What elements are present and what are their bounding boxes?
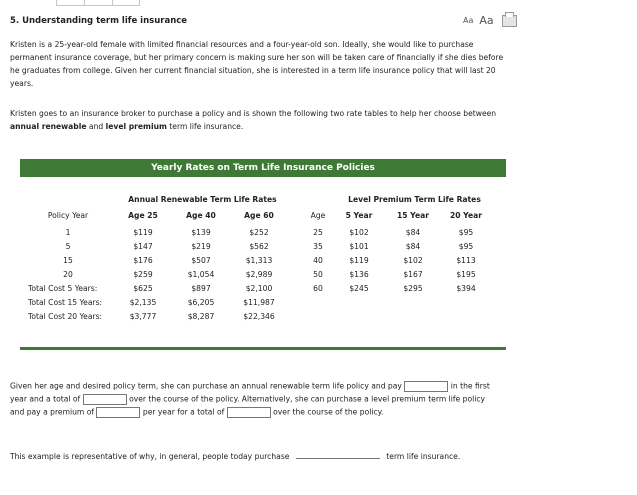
col-20-year: 20 Year bbox=[449, 211, 483, 220]
font-tools bbox=[463, 14, 517, 27]
table-title-banner: Yearly Rates on Term Life Insurance Policies bbox=[20, 159, 506, 177]
table-cell: $394 bbox=[456, 284, 476, 293]
table-row-year: 1 bbox=[65, 228, 71, 237]
col-age-60: Age 60 bbox=[244, 211, 274, 220]
table-cell: $252 bbox=[249, 228, 269, 237]
annual-renewable-term: annual renewable bbox=[10, 122, 87, 131]
level-row-age: 40 bbox=[313, 256, 323, 265]
col-15-year: 15 Year bbox=[396, 211, 430, 220]
table-cell: $147 bbox=[133, 242, 153, 251]
table-cell: $625 bbox=[133, 284, 153, 293]
font-larger-button[interactable]: Aa bbox=[479, 14, 494, 27]
table-cell: $259 bbox=[133, 270, 153, 279]
annual-group-header: Annual Renewable Term Life Rates bbox=[128, 195, 277, 204]
level-row-age: 50 bbox=[313, 270, 323, 279]
insurance-type-dropdown[interactable] bbox=[296, 450, 380, 459]
font-smaller-button[interactable]: Aa bbox=[463, 16, 474, 25]
table-cell: $101 bbox=[349, 242, 369, 251]
top-tab-1 bbox=[56, 0, 86, 6]
table-cell: $245 bbox=[349, 284, 369, 293]
table-cell: $102 bbox=[403, 256, 423, 265]
table-cell: $176 bbox=[133, 256, 153, 265]
table-cell: $11,987 bbox=[243, 298, 275, 307]
intro-paragraph: Kristen is a 25-year-old female with limited financial resources and a four-year-old son. Ideally, she would like to purchase permanent insurance coverage, but her primary concern is making sure her son will be taken care of financially if she dies before he graduates from college. Given her current financial situation, she is interested in a term life insurance policy that will last 20 years. bbox=[10, 40, 504, 88]
top-tab-2 bbox=[84, 0, 114, 6]
table-row-year: 5 bbox=[65, 242, 71, 251]
table-cell: $219 bbox=[191, 242, 211, 251]
table-cell: $1,054 bbox=[187, 270, 215, 279]
fill-line-2: year and a total of over the course of the policy. Alternatively, she can purchase a level premium term life policy bbox=[10, 394, 485, 404]
table-cell: $8,287 bbox=[187, 312, 215, 321]
table-cell: $6,205 bbox=[187, 298, 215, 307]
table-cell: $195 bbox=[456, 270, 476, 279]
fill-line-3: and pay a premium of per year for a total of over the course of the policy. bbox=[10, 407, 384, 417]
col-age-25: Age 25 bbox=[128, 211, 158, 220]
table-cell: $136 bbox=[349, 270, 369, 279]
question-title: 5. Understanding term life insurance bbox=[10, 16, 188, 26]
print-icon[interactable] bbox=[502, 15, 517, 27]
table-cell: $167 bbox=[403, 270, 423, 279]
level-total-cost-input[interactable] bbox=[227, 407, 271, 418]
total-cost-5-label: Total Cost 5 Years: bbox=[28, 284, 98, 293]
table-cell: $2,135 bbox=[129, 298, 157, 307]
table-cell: $102 bbox=[349, 228, 369, 237]
policy-year-header: Policy Year bbox=[47, 211, 89, 220]
col-age-label: Age bbox=[310, 211, 326, 220]
fill-line-1: Given her age and desired policy term, she can purchase an annual renewable term life policy and pay in the first bbox=[10, 381, 490, 391]
level-row-age: 25 bbox=[313, 228, 323, 237]
table-cell: $95 bbox=[458, 228, 474, 237]
table-cell: $3,777 bbox=[129, 312, 157, 321]
first-year-premium-input[interactable] bbox=[404, 381, 448, 392]
total-cost-20-label: Total Cost 20 Years: bbox=[28, 312, 103, 321]
level-premium-input[interactable] bbox=[96, 407, 140, 418]
table-cell: $1,313 bbox=[245, 256, 273, 265]
table-cell: $2,100 bbox=[245, 284, 273, 293]
table-cell: $295 bbox=[403, 284, 423, 293]
table-cell: $113 bbox=[456, 256, 476, 265]
final-sentence: This example is representative of why, in general, people today purchase term life insurance. bbox=[10, 452, 461, 461]
table-bottom-rule bbox=[20, 347, 506, 350]
col-5-year: 5 Year bbox=[345, 211, 373, 220]
table-cell: $95 bbox=[458, 242, 474, 251]
table-cell: $897 bbox=[191, 284, 211, 293]
broker-paragraph: Kristen goes to an insurance broker to purchase a policy and is shown the following two rate tables to help her choose between annual renewable and level premium term life insurance. bbox=[10, 109, 497, 131]
level-group-header: Level Premium Term Life Rates bbox=[348, 195, 481, 204]
table-row-year: 15 bbox=[63, 256, 73, 265]
level-row-age: 60 bbox=[313, 284, 323, 293]
annual-total-cost-input[interactable] bbox=[83, 394, 127, 405]
level-premium-term: level premium bbox=[105, 122, 167, 131]
table-cell: $507 bbox=[191, 256, 211, 265]
table-cell: $22,346 bbox=[243, 312, 275, 321]
table-cell: $84 bbox=[405, 228, 421, 237]
table-cell: $139 bbox=[191, 228, 211, 237]
col-age-40: Age 40 bbox=[186, 211, 216, 220]
table-cell: $84 bbox=[405, 242, 421, 251]
table-cell: $2,989 bbox=[245, 270, 273, 279]
table-cell: $119 bbox=[349, 256, 369, 265]
table-cell: $119 bbox=[133, 228, 153, 237]
table-row-year: 20 bbox=[63, 270, 73, 279]
top-tab-3 bbox=[112, 0, 140, 6]
total-cost-15-label: Total Cost 15 Years: bbox=[28, 298, 103, 307]
level-row-age: 35 bbox=[313, 242, 323, 251]
table-cell: $562 bbox=[249, 242, 269, 251]
